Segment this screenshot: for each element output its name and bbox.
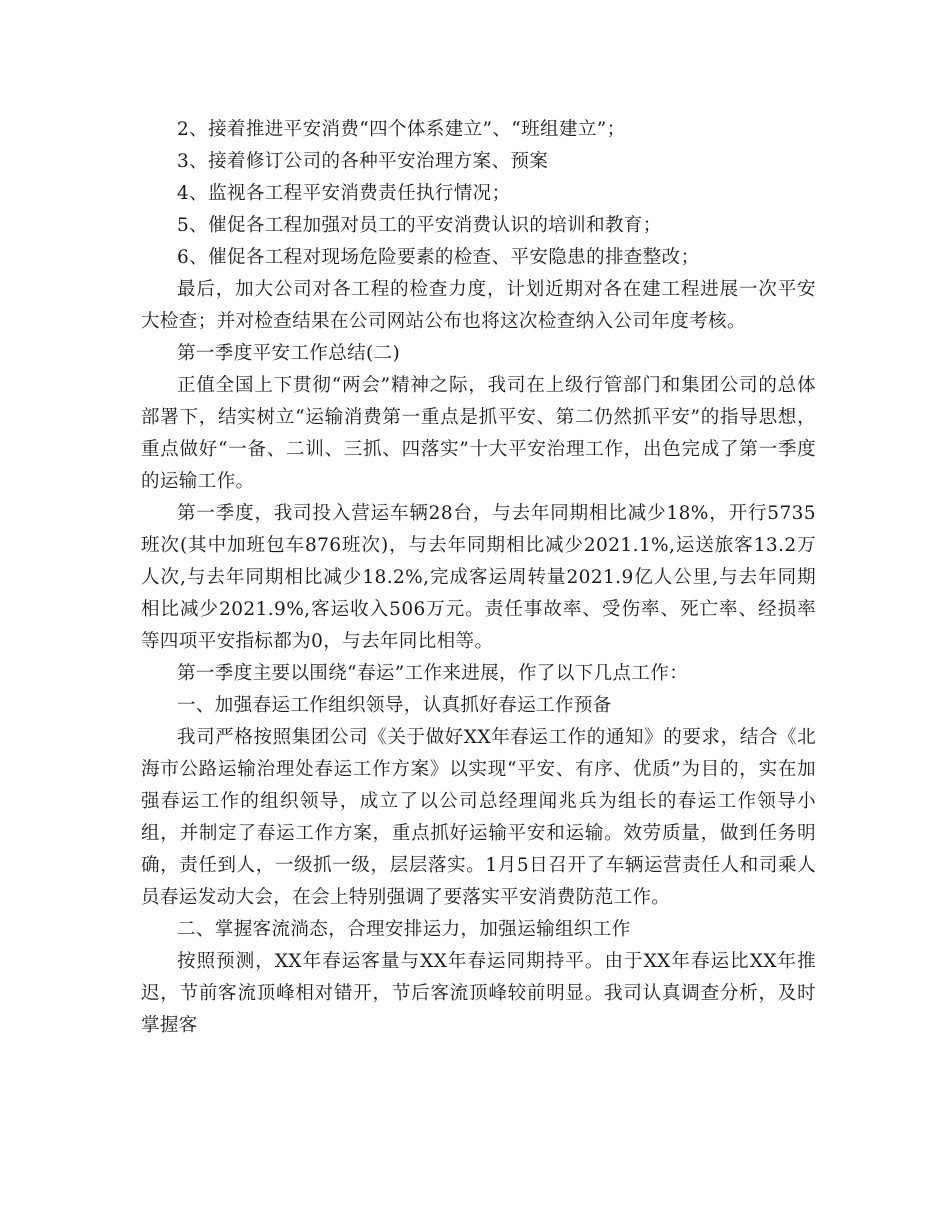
closing-paragraph: 最后，加大公司对各工程的检查力度，计划近期对各在建工程进展一次平安大检查；并对检查结果在公司网站公布也将这次检查纳入公司年度考核。 — [141, 279, 816, 332]
statistics-paragraph: 第一季度，我司投入营运车辆28台，与去年同期相比减少18%，开行5735班次(其中加班包车876班次)，与去年同期相比减少2021.1%,运送旅客13.2万人次,与去年同期相比减少18.2%,完成客运周转量2021.9亿人公里,与去年同期相比减少2021.9%,客运收入506万元。责任事故率、受伤率、死亡率、经损率等四项平安指标都为0，与去年同比相等。 — [141, 503, 816, 652]
subheading-one: 一、加强春运工作组织领导，认真抓好春运工作预备 — [177, 695, 612, 716]
forecast-paragraph: 按照预测，XX年春运客量与XX年春运同期持平。由于XX年春运比XX年推迟，节前客流顶峰相对错开，节后客流顶峰较前明显。我司认真调查分析，及时掌握客 — [141, 951, 816, 1036]
intro-paragraph: 正值全国上下贯彻“两会”精神之际，我司在上级行管部门和集团公司的总体部署下，结实树立“运输消费第一重点是抓平安、第二仍然抓平安”的指导思想，重点做好“一备、二训、三抓、四落实”十大平安治理工作，出色完成了第一季度的运输工作。 — [141, 375, 816, 492]
organization-paragraph: 我司严格按照集团公司《关于做好XX年春运工作的通知》的要求，结合《北海市公路运输治理处春运工作方案》以实现“平安、有序、优质”为目的，实在加强春运工作的组织领导，成立了以公司总经理闻兆兵为组长的春运工作领导小组，并制定了春运工作方案，重点抓好运输平安和运输。效劳质量，做到任务明确，责任到人，一级抓一级，层层落实。1月5日召开了车辆运营责任人和司乘人员春运发动大会，在会上特别强调了要落实平安消费防范工作。 — [141, 727, 816, 908]
subheading-two: 二、掌握客流淌态，合理安排运力，加强运输组织工作 — [177, 919, 631, 940]
list-item-3: 3、接着修订公司的各种平安治理方案、预案 — [177, 151, 549, 172]
section-heading: 第一季度平安工作总结(二) — [177, 343, 401, 364]
document-body — [141, 114, 816, 1042]
work-summary-paragraph: 第一季度主要以围绕“春运”工作来进展，作了以下几点工作： — [177, 663, 689, 684]
list-item-4: 4、监视各工程平安消费责任执行情况； — [177, 183, 511, 204]
list-item-6: 6、催促各工程对现场危险要素的检查、平安隐患的排查整改； — [177, 247, 700, 268]
list-item-5: 5、催促各工程加强对员工的平安消费认识的培训和教育； — [177, 215, 662, 236]
list-item-2: 2、接着推进平安消费“四个体系建立”、“班组建立”； — [177, 119, 626, 140]
